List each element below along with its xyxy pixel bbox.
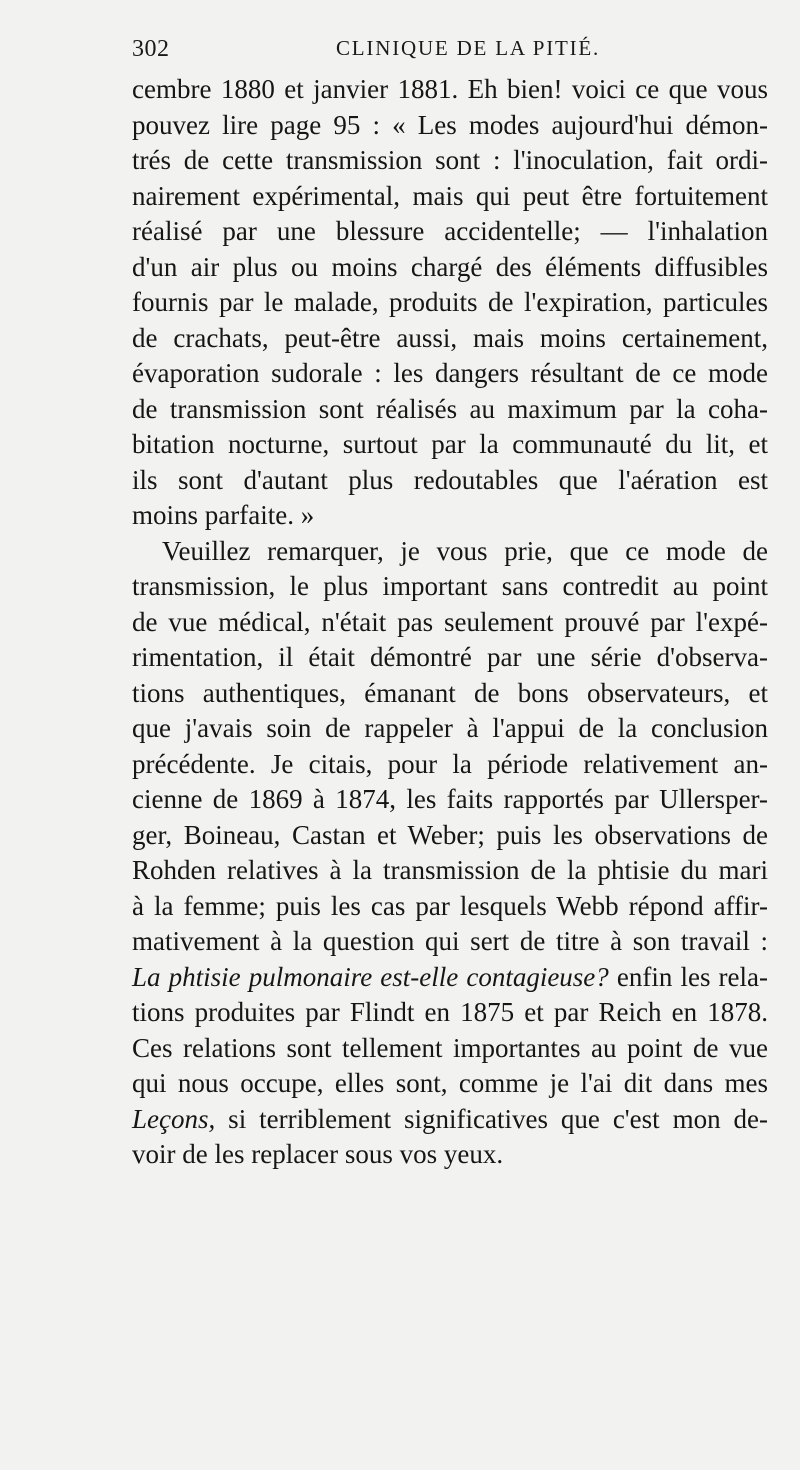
text-line: de transmission sont réalisés au maximum par la coha- (132, 393, 768, 424)
text-line: réalisé par une blessure accidentelle; — l'inhalation (132, 216, 768, 246)
text-line: cembre 1880 et janvier 1881. Eh bien! voici ce que vous (132, 74, 768, 104)
text-line: Ces relations sont tellement importantes au point de vue (132, 1032, 768, 1063)
body-text (132, 72, 768, 1173)
page-header (132, 34, 772, 70)
text-line: moins parfaite. » (132, 500, 315, 530)
text-line: précédente. Je citais, pour la période relativement an- (132, 748, 768, 779)
text-line: à la femme; puis les cas par lesquels Webb répond affir- (132, 890, 768, 921)
running-title: CLINIQUE DE LA PITIÉ. (336, 36, 601, 60)
text-line: pouvez lire page 95 : « Les modes aujourd'hui démon- (132, 109, 768, 140)
text-line: d'un air plus ou moins chargé des éléments diffusibles (132, 251, 768, 282)
text-line: de vue médical, n'était pas seulement prouvé par l'expé- (132, 606, 768, 637)
text-line: bitation nocturne, surtout par la communauté du lit, et (132, 429, 768, 459)
text-line: ger, Boineau, Castan et Weber; puis les observations de (132, 819, 768, 850)
text-line: fournis par le malade, produits de l'expiration, particules (132, 287, 768, 317)
text-line: qui nous occupe, elles sont, comme je l'ai dit dans mes (132, 1068, 768, 1098)
text-line: de crachats, peut-être aussi, mais moins certainement, (132, 322, 768, 353)
text-line: mativement à la question qui sert de titre à son travail : (132, 926, 768, 956)
lecons-italic: Leçons, (132, 1103, 216, 1134)
text-line: trés de cette transmission sont : l'inoculation, fait ordi- (132, 145, 768, 175)
text-line: nairement expérimental, mais qui peut être fortuitement (132, 180, 768, 211)
text-line: Leçons, si terriblement significatives que c'est mon de- (132, 1103, 768, 1134)
text-line: tions authentiques, émanant de bons observateurs, et (132, 677, 768, 708)
text-line: ils sont d'autant plus redoutables que l'aération est (132, 464, 768, 495)
text-line: Veuillez remarquer, je vous prie, que ce mode de (162, 535, 768, 566)
text-line: cienne de 1869 à 1874, les faits rapportés par Ullersper- (132, 784, 768, 814)
text-line: Rohden relatives à la transmission de la phtisie du mari (132, 855, 768, 885)
page-number: 302 (132, 36, 170, 62)
text-line: que j'avais soin de rappeler à l'appui de la conclusion (132, 713, 768, 743)
text-line: La phtisie pulmonaire est-elle contagieuse? enfin les rela- (132, 961, 768, 992)
text-line: évaporation sudorale : les dangers résultant de ce mode (132, 358, 768, 388)
text-line: voir de les replacer sous vos yeux. (132, 1139, 504, 1169)
text-line: tions produites par Flindt en 1875 et par Reich en 1878. (132, 997, 768, 1027)
text-line: rimentation, il était démontré par une série d'observa- (132, 642, 768, 672)
work-title-italic: La phtisie pulmonaire est-elle contagieuse? (132, 961, 609, 992)
text-line: transmission, le plus important sans contredit au point (132, 571, 768, 601)
